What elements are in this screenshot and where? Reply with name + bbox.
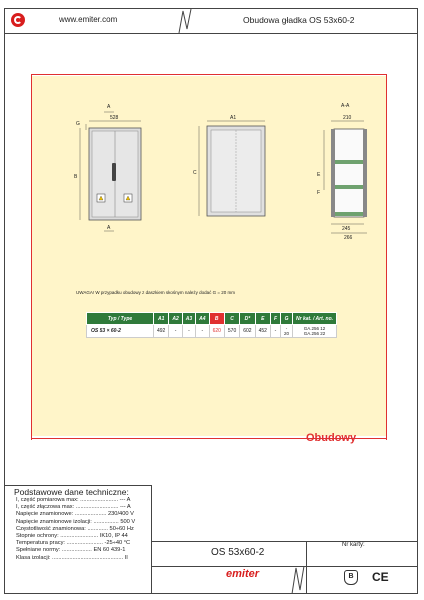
brand-logo: emiter	[226, 568, 260, 580]
cell-g	[281, 325, 293, 338]
cell-d: 602	[240, 325, 255, 338]
cell-a3: -	[182, 325, 195, 338]
spec-table	[86, 312, 337, 338]
cell-type: OS 53 × 60-2	[87, 325, 154, 338]
cell-catno	[293, 325, 337, 338]
tech-line: Temperatura pracy: ....................... -25÷40 °C	[16, 540, 131, 547]
side-view-drawing	[199, 121, 265, 216]
cell-a2: -	[169, 325, 182, 338]
tech-line: I, część złączowa max: ........................... --- A	[16, 504, 131, 511]
th-e: E	[255, 313, 270, 325]
tech-line: I, część pomiarowa max: ........................ --- A	[16, 497, 131, 503]
th-d: D*	[240, 313, 255, 325]
cat-no-2: GA.256 22	[303, 331, 326, 336]
tech-line: Napięcie znamionowe: .................... 230/400 V	[16, 511, 134, 518]
dim-c: C	[193, 170, 197, 176]
cell-b: 620	[209, 325, 224, 338]
th-c: C	[224, 313, 239, 325]
cell-f: -	[270, 325, 280, 338]
dim-aa: A-A	[341, 103, 350, 109]
website-url[interactable]: www.emiter.com	[59, 15, 118, 24]
dim-245: 245	[342, 226, 351, 232]
tech-data-panel	[4, 485, 152, 594]
footer-divider-mid	[152, 566, 418, 567]
tech-line: Klasa izolacji: ............................................. II	[16, 554, 128, 561]
card-number-label: Nr karty:	[342, 542, 365, 548]
dim-528: 528	[110, 115, 119, 121]
b-certificate-icon: B	[344, 570, 358, 585]
section-label: Obudowy	[306, 432, 357, 444]
cat-no-1: GA.256 12	[303, 326, 326, 331]
footer-zigzag	[290, 566, 308, 594]
note-text: UWAGA! W przypadku obudowy z daszkiem skośnym należy dodać G = 20 mm	[76, 290, 236, 295]
tech-line: Spełniane normy: ................... EN 60 439-1	[16, 547, 126, 554]
dim-210: 210	[343, 115, 352, 121]
th-catno: Nr kat. / Art. no.	[293, 313, 337, 325]
table-header-row	[87, 313, 337, 325]
tech-title: Podstawowe dane techniczne:	[14, 487, 129, 497]
front-view-drawing	[80, 112, 141, 231]
th-a1: A1	[154, 313, 169, 325]
dim-a-top: A	[107, 104, 111, 110]
page-title: Obudowa gładka OS 53x60-2	[243, 15, 355, 25]
th-a4: A4	[196, 313, 209, 325]
cell-e: 452	[255, 325, 270, 338]
dim-266: 266	[344, 235, 353, 241]
th-g: G	[281, 313, 293, 325]
table-row	[87, 325, 337, 338]
dim-a-bottom: A	[107, 225, 111, 231]
dim-a1: A1	[230, 115, 237, 121]
th-a2: A2	[169, 313, 182, 325]
th-b: B	[209, 313, 224, 325]
footer-divider-top	[152, 541, 418, 542]
section-view-drawing	[324, 121, 367, 233]
tech-line: Częstotliwość znamionowa: ............. 50÷60 Hz	[16, 525, 134, 532]
cell-g-bottom: 20	[284, 331, 290, 336]
dim-g: G	[76, 121, 80, 127]
th-a3: A3	[182, 313, 195, 325]
ce-mark: CE	[372, 570, 389, 584]
dim-b: B	[74, 174, 78, 180]
dim-e: E	[317, 172, 321, 178]
cell-a1: 492	[154, 325, 169, 338]
tech-line: Stopnie ochrony: ........................ IK10, IP 44	[16, 533, 128, 540]
th-type: Typ / Type	[87, 313, 154, 325]
cell-c: 570	[224, 325, 239, 338]
th-f: F	[270, 313, 280, 325]
dim-f: F	[317, 190, 321, 196]
cell-a4: -	[196, 325, 209, 338]
cell-g-top: -	[285, 326, 288, 331]
footer-model: OS 53x60-2	[211, 547, 265, 558]
tech-line: Napięcie znamionowe izolacji: ................ 500 V	[16, 518, 136, 525]
